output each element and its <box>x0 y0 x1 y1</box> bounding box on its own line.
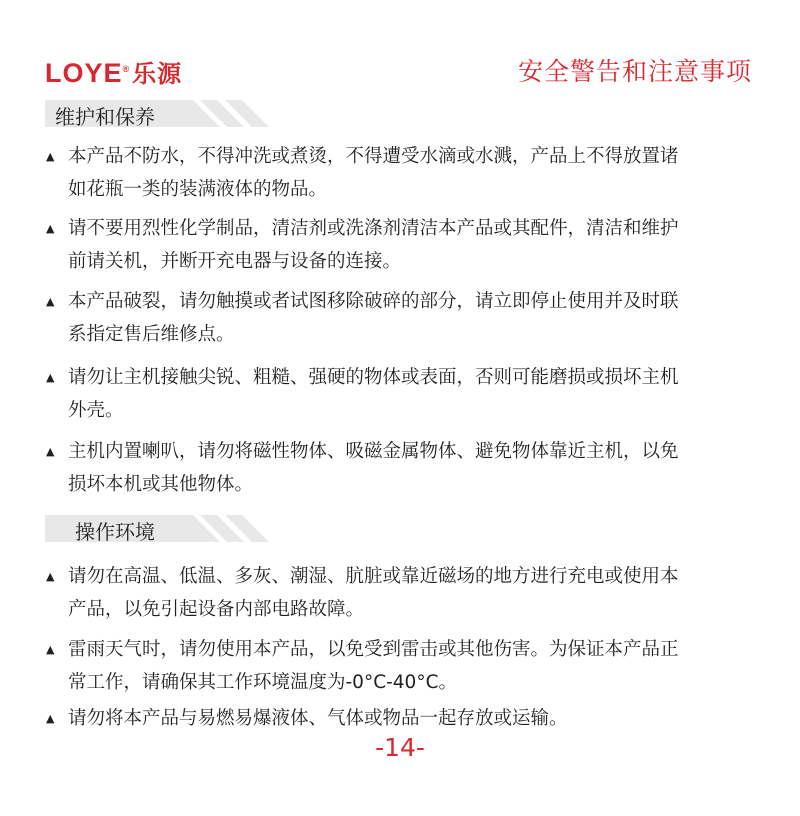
section-heading-maintenance <box>45 100 245 127</box>
item-text: 请勿在高温、低温、多灰、潮湿、肮脏或靠近磁场的地方进行充电或使用本产品，以免引起设备内部电路故障。 <box>68 566 679 620</box>
triangle-bullet-icon: ▲ <box>46 295 55 308</box>
list-item <box>46 140 686 206</box>
triangle-bullet-icon: ▲ <box>46 445 55 458</box>
item-text: 本产品破裂，请勿触摸或者试图移除破碎的部分，请立即停止使用并及时联系指定售后维修点。 <box>68 291 679 345</box>
section-title: 维护和保养 <box>55 105 155 129</box>
triangle-bullet-icon: ▲ <box>46 222 55 235</box>
list-item <box>46 435 686 501</box>
page-number: -14- <box>375 733 425 762</box>
logo-chinese: 乐源 <box>132 59 183 88</box>
item-text: 雷雨天气时，请勿使用本产品，以免受到雷击或其他伤害。为保证本产品正常工作，请确保其工作环境温度为-0°C-40°C。 <box>68 639 679 693</box>
list-item <box>46 285 686 351</box>
registered-mark: ® <box>122 64 131 74</box>
item-text: 请勿让主机接触尖锐、粗糙、强硬的物体或表面，否则可能磨损或损坏主机外壳。 <box>68 367 679 421</box>
triangle-bullet-icon: ▲ <box>46 643 55 656</box>
logo-text: LOYE <box>45 58 123 88</box>
triangle-bullet-icon: ▲ <box>46 570 55 583</box>
triangle-bullet-icon: ▲ <box>46 371 55 384</box>
item-text: 请勿将本产品与易燃易爆液体、气体或物品一起存放或运输。 <box>68 708 568 729</box>
list-item <box>46 560 686 626</box>
triangle-bullet-icon: ▲ <box>46 712 55 725</box>
list-item <box>46 702 686 735</box>
item-text: 主机内置喇叭，请勿将磁性物体、吸磁金属物体、避免物体靠近主机，以免损坏本机或其他物体。 <box>68 441 679 495</box>
list-item <box>46 361 686 427</box>
brand-logo <box>45 54 182 89</box>
page-title: 安全警告和注意事项 <box>517 57 752 86</box>
item-text: 本产品不防水，不得冲洗或煮烫，不得遭受水滴或水溅，产品上不得放置诸如花瓶一类的装满液体的物品。 <box>68 146 679 200</box>
item-text: 请不要用烈性化学制品，清洁剂或洗涤剂清洁本产品或其配件，清洁和维护前请关机，并断开充电器与设备的连接。 <box>68 218 679 272</box>
triangle-bullet-icon: ▲ <box>46 150 55 163</box>
section-title: 操作环境 <box>75 520 155 544</box>
section-heading-environment <box>45 515 245 542</box>
list-item <box>46 633 686 699</box>
list-item <box>46 212 686 278</box>
